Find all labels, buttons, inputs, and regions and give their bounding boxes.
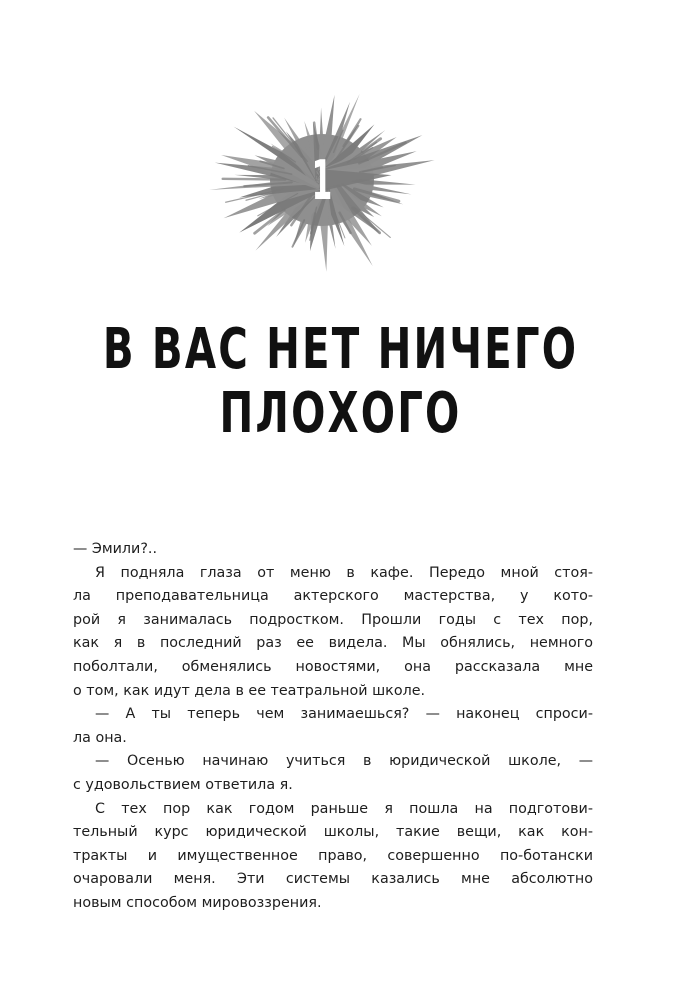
- chapter-number: 1: [311, 148, 333, 212]
- text-line: с удовольствием ответила я.: [73, 776, 293, 793]
- body-text: [73, 538, 593, 916]
- chapter-title: [0, 318, 681, 446]
- text-line: рой я занималась подростком. Прошли годы с тех пор,: [73, 611, 593, 628]
- chapter-title-line-1: В ВАС НЕТ НИЧЕГО: [102, 317, 579, 382]
- text-line: ла она.: [73, 729, 127, 746]
- text-line: тракты и имущественное право, совершенно по-ботански: [73, 847, 593, 864]
- text-line: — Осенью начинаю учиться в юридической школе, —: [95, 753, 593, 770]
- text-line: — А ты теперь чем занимаешься? — наконец спроси-: [95, 706, 593, 723]
- text-line: как я в последний раз ее видела. Мы обнялись, немного: [73, 635, 593, 652]
- chapter-title-line-2: ПЛОХОГО: [219, 381, 462, 446]
- text-line: ла преподавательница актерского мастерства, у кото-: [73, 588, 593, 605]
- text-line: о том, как идут дела в ее театральной школе.: [73, 682, 426, 699]
- text-line: очаровали меня. Эти системы казались мне абсолютно: [73, 871, 593, 888]
- text-line: С тех пор как годом раньше я пошла на подготови-: [95, 800, 593, 817]
- text-line: — Эмили?..: [73, 541, 158, 557]
- text-line: Я подняла глаза от меню в кафе. Передо мной стоя-: [95, 564, 593, 581]
- text-line: тельный курс юридической школы, такие вещи, как кон-: [73, 824, 593, 841]
- chapter-number-burst: [207, 80, 437, 280]
- text-line: поболтали, обменялись новостями, она рассказала мне: [73, 658, 593, 675]
- text-line: новым способом мировоззрения.: [73, 894, 322, 911]
